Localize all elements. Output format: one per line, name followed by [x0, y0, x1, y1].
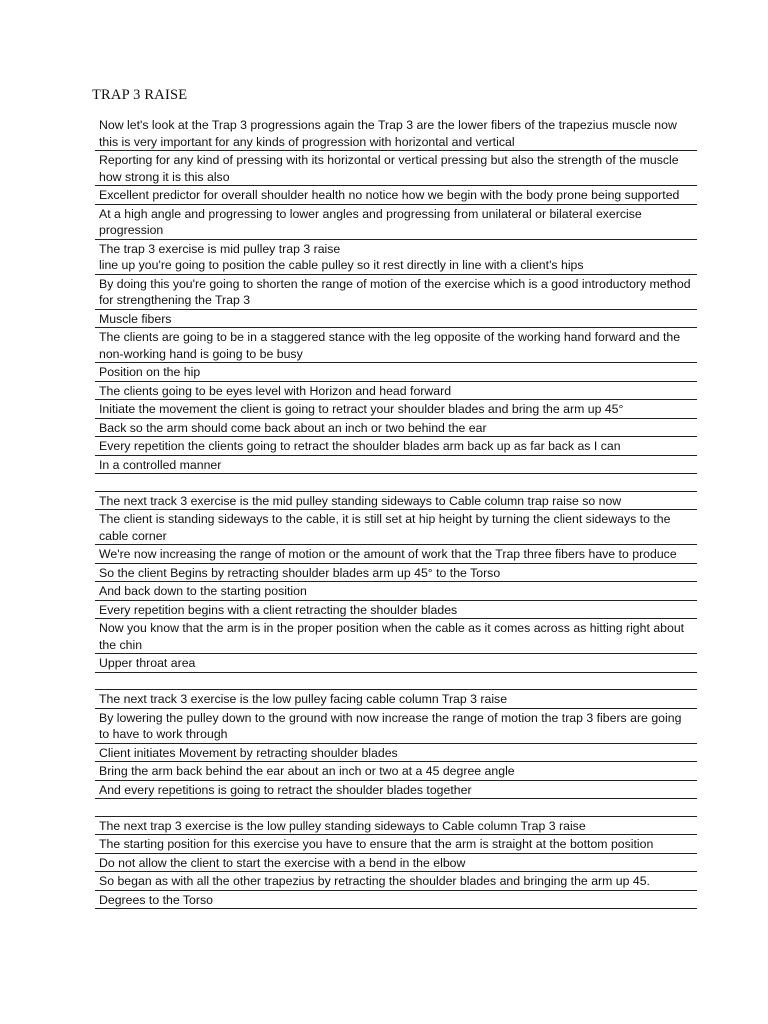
table-row: By lowering the pulley down to the ground with now increase the range of motion the trap 3 fibers are going to have to work through — [95, 709, 697, 744]
table-row: The next track 3 exercise is the mid pulley standing sideways to Cable column trap raise so now — [95, 492, 697, 511]
table-row: Bring the arm back behind the ear about an inch or two at a 45 degree angle — [95, 762, 697, 781]
table-row: So began as with all the other trapezius by retracting the shoulder blades and bringing the arm up 45. — [95, 872, 697, 891]
table-row: The clients are going to be in a staggered stance with the leg opposite of the working hand forward and the non-working hand is going to be busy — [95, 328, 697, 363]
table-row: Do not allow the client to start the exercise with a bend in the elbow — [95, 854, 697, 873]
table-row: Excellent predictor for overall shoulder health no notice how we begin with the body prone being supported — [95, 186, 697, 205]
table-row: Reporting for any kind of pressing with its horizontal or vertical pressing but also the strength of the muscle how strong it is this also — [95, 151, 697, 186]
table-row: Now you know that the arm is in the proper position when the cable as it comes across as hitting right about the chin — [95, 619, 697, 654]
table-row: We're now increasing the range of motion or the amount of work that the Trap three fibers have to produce — [95, 545, 697, 564]
table-row: Every repetition the clients going to retract the shoulder blades arm back up as far back as I can — [95, 437, 697, 456]
table-row: In a controlled manner — [95, 456, 697, 475]
table-row: And every repetitions is going to retract the shoulder blades together — [95, 781, 697, 800]
table-row: Now let's look at the Trap 3 progressions again the Trap 3 are the lower fibers of the trapezius muscle now this is very important for any kinds of progression with horizontal and vertical — [95, 116, 697, 151]
table-row: The starting position for this exercise you have to ensure that the arm is straight at the bottom position — [95, 835, 697, 854]
table-row: Initiate the movement the client is going to retract your shoulder blades and bring the arm up 45° — [95, 400, 697, 419]
document-title: TRAP 3 RAISE — [92, 87, 188, 103]
table-row: The next trap 3 exercise is the low pulley standing sideways to Cable column Trap 3 raise — [95, 817, 697, 836]
transcript-table — [95, 116, 697, 909]
table-row: The next track 3 exercise is the low pulley facing cable column Trap 3 raise — [95, 690, 697, 709]
table-row: Every repetition begins with a client retracting the shoulder blades — [95, 601, 697, 620]
table-row: So the client Begins by retracting shoulder blades arm up 45° to the Torso — [95, 564, 697, 583]
table-row: The client is standing sideways to the cable, it is still set at hip height by turning the client sideways to the cable corner — [95, 510, 697, 545]
table-row: The trap 3 exercise is mid pulley trap 3 raise line up you're going to position the cable pulley so it rest directly in line with a client's hips — [95, 240, 697, 275]
table-row: And back down to the starting position — [95, 582, 697, 601]
table-row — [95, 474, 697, 492]
table-row: Degrees to the Torso — [95, 891, 697, 910]
table-row: Client initiates Movement by retracting shoulder blades — [95, 744, 697, 763]
table-row: Upper throat area — [95, 654, 697, 673]
table-row: Muscle fibers — [95, 310, 697, 329]
table-row: The clients going to be eyes level with Horizon and head forward — [95, 382, 697, 401]
table-row — [95, 673, 697, 691]
table-row: Back so the arm should come back about an inch or two behind the ear — [95, 419, 697, 438]
table-row — [95, 799, 697, 817]
table-row: At a high angle and progressing to lower angles and progressing from unilateral or bilateral exercise progression — [95, 205, 697, 240]
table-row: Position on the hip — [95, 363, 697, 382]
table-row: By doing this you're going to shorten the range of motion of the exercise which is a good introductory method for strengthening the Trap 3 — [95, 275, 697, 310]
